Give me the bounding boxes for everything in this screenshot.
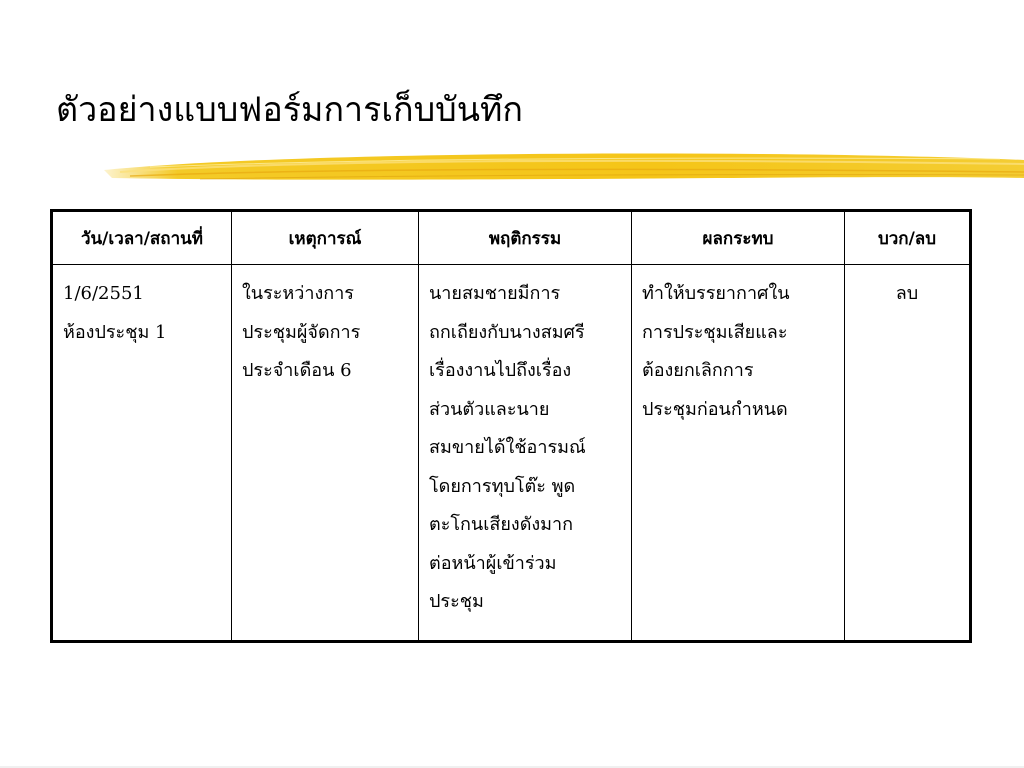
header-behavior: พฤติกรรม xyxy=(419,211,632,265)
header-event: เหตุการณ์ xyxy=(232,211,419,265)
impact-line: การประชุมเสียและ xyxy=(642,321,788,343)
behavior-line: ส่วนตัวและนาย xyxy=(429,398,550,420)
behavior-line: นายสมชายมีการ xyxy=(429,283,561,304)
header-impact: ผลกระทบ xyxy=(632,211,845,265)
event-line: ประจำเดือน 6 xyxy=(242,360,352,381)
cell-datetime-place xyxy=(52,265,232,642)
table-header-row xyxy=(52,211,971,265)
behavior-line: ต่อหน้าผู้เข้าร่วม xyxy=(429,552,557,574)
behavior-line: โดยการทุบโต๊ะ พูด xyxy=(429,475,576,497)
yellow-brush-stroke xyxy=(0,148,1024,188)
record-form-table xyxy=(50,209,972,643)
slide-title: ตัวอย่างแบบฟอร์มการเก็บบันทึก xyxy=(56,90,524,130)
impact-line: ต้องยกเลิกการ xyxy=(642,360,754,381)
header-datetime-place: วัน/เวลา/สถานที่ xyxy=(52,211,232,265)
cell-impact xyxy=(632,265,845,642)
impact-line: ประชุมก่อนกำหนด xyxy=(642,398,788,420)
behavior-line: ถกเถียงกับนางสมศรี xyxy=(429,321,585,343)
behavior-line: เรื่องงานไปถึงเรื่อง xyxy=(429,360,572,381)
behavior-line: ประชุม xyxy=(429,591,484,612)
result-text: ลบ xyxy=(895,283,919,304)
behavior-line: สมขายได้ใช้อารมณ์ xyxy=(429,437,586,458)
event-line: ในระหว่างการ xyxy=(242,283,354,304)
cell-positive-negative xyxy=(845,265,971,642)
place-text: ห้องประชุม 1 xyxy=(63,321,167,343)
table-row xyxy=(52,265,971,642)
behavior-line: ตะโกนเสียงดังมาก xyxy=(429,514,574,535)
date-text: 1/6/2551 xyxy=(63,283,144,304)
header-positive-negative: บวก/ลบ xyxy=(845,211,971,265)
event-line: ประชุมผู้จัดการ xyxy=(242,321,361,343)
impact-line: ทำให้บรรยากาศใน xyxy=(642,283,790,304)
cell-behavior xyxy=(419,265,632,642)
cell-event xyxy=(232,265,419,642)
